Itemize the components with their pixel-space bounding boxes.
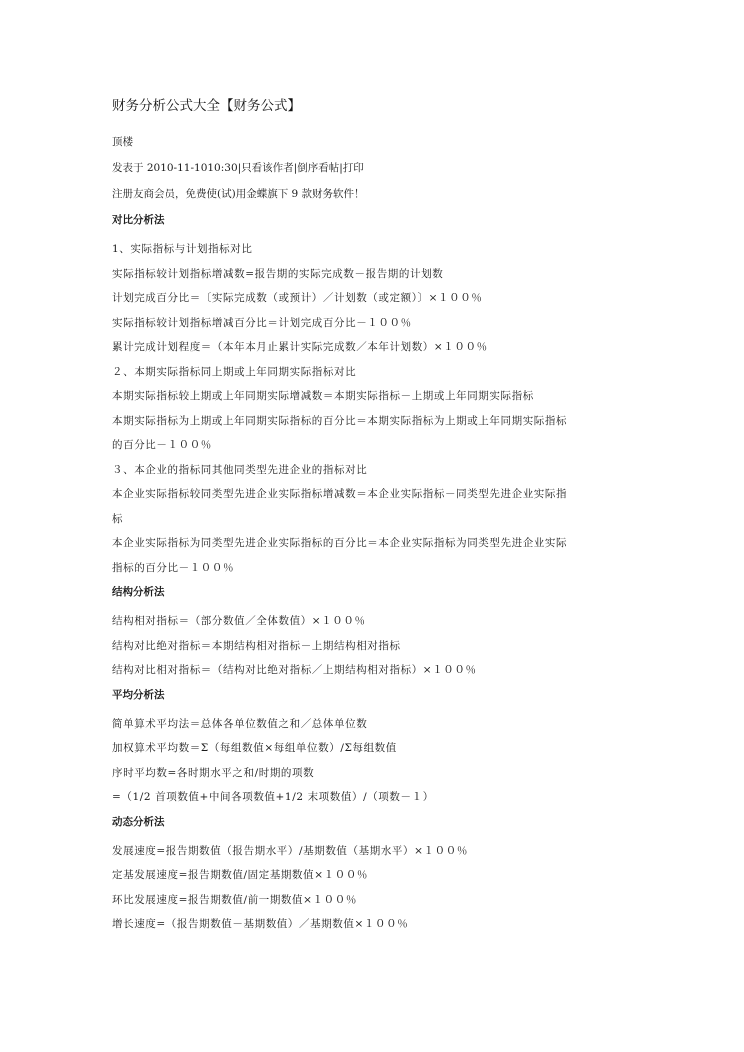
section-heading: 平均分析法 bbox=[112, 688, 165, 701]
formula-line: 实际指标较计划指标增减数=报告期的实际完成数－报告期的计划数 bbox=[112, 267, 444, 280]
author-name: 顶楼 bbox=[112, 136, 133, 148]
promo-text: 注册友商会员，免费使(试)用金蝶旗下 9 款财务软件！ bbox=[112, 188, 365, 200]
formula-line: 本企业实际指标为同类型先进企业实际指标的百分比＝本企业实际指标为同类型先进企业实际 bbox=[112, 537, 568, 549]
formula-line: 结构相对指标＝（部分数值／全体数值）×１００％ bbox=[112, 615, 366, 627]
formula-line: 标 bbox=[112, 512, 124, 525]
sections-container bbox=[112, 212, 652, 937]
formula-line: 简单算术平均法＝总体各单位数值之和／总体单位数 bbox=[112, 717, 368, 730]
post-info: 发表于 2010-11-1010:30|只看该作者|倒序看帖|打印 bbox=[112, 162, 364, 174]
document-page bbox=[112, 96, 652, 939]
section bbox=[112, 687, 652, 810]
formula-line: 加权算术平均数＝Σ（每组数值×每组单位数）/Σ每组数值 bbox=[112, 742, 397, 754]
formula-line: 本期实际指标为上期或上年同期实际指标的百分比＝本期实际指标为上期或上年同期实际指标 bbox=[112, 414, 568, 427]
formula-line: =（1/2 首项数值+中间各项数值+1/2 末项数值）/（项数－１） bbox=[112, 791, 434, 803]
formula-line: 指标的百分比－１００％ bbox=[112, 561, 235, 574]
section bbox=[112, 814, 652, 937]
section-heading: 结构分析法 bbox=[112, 586, 165, 598]
section-heading: 对比分析法 bbox=[112, 214, 165, 226]
formula-line: 环比发展速度=报告期数值/前一期数值×１００％ bbox=[112, 893, 357, 906]
section-lines bbox=[112, 839, 652, 937]
section bbox=[112, 584, 652, 683]
formula-line: ２、本期实际指标同上期或上年同期实际指标对比 bbox=[112, 365, 357, 378]
formula-line: 增长速度=（报告期数值－基期数值）／基期数值×１００％ bbox=[112, 918, 409, 930]
document-title: 财务分析公式大全【财务公式】 bbox=[112, 98, 301, 114]
formula-line: 本期实际指标较上期或上年同期实际增减数＝本期实际指标－上期或上年同期实际指标 bbox=[112, 390, 534, 402]
section-heading: 动态分析法 bbox=[112, 815, 165, 828]
formula-line: ３、本企业的指标同其他同类型先进企业的指标对比 bbox=[112, 463, 368, 476]
formula-line: 计划完成百分比＝〔实际完成数（或预计）／计划数（或定额）〕×１００％ bbox=[112, 292, 483, 304]
formula-line: 的百分比－１００％ bbox=[112, 439, 212, 451]
formula-line: 本企业实际指标较同类型先进企业实际指标增减数＝本企业实际指标－同类型先进企业实际指 bbox=[112, 488, 568, 500]
formula-line: 1、实际指标与计划指标对比 bbox=[112, 243, 253, 255]
section-lines bbox=[112, 712, 652, 810]
formula-line: 结构对比相对指标＝（结构对比绝对指标／上期结构相对指标）×１００％ bbox=[112, 664, 477, 676]
section-lines bbox=[112, 609, 652, 683]
formula-line: 定基发展速度=报告期数值/固定基期数值×１００％ bbox=[112, 869, 369, 881]
formula-line: 结构对比绝对指标＝本期结构相对指标－上期结构相对指标 bbox=[112, 639, 401, 652]
section bbox=[112, 212, 652, 580]
section-lines bbox=[112, 237, 652, 580]
formula-line: 发展速度=报告期数值（报告期水平）/基期数值（基期水平）×１００％ bbox=[112, 844, 468, 857]
formula-line: 序时平均数=各时期水平之和/时期的项数 bbox=[112, 766, 315, 779]
formula-line: 累计完成计划程度＝（本年本月止累计实际完成数／本年计划数）×１００％ bbox=[112, 341, 488, 353]
formula-line: 实际指标较计划指标增减百分比＝计划完成百分比－１００％ bbox=[112, 316, 412, 329]
